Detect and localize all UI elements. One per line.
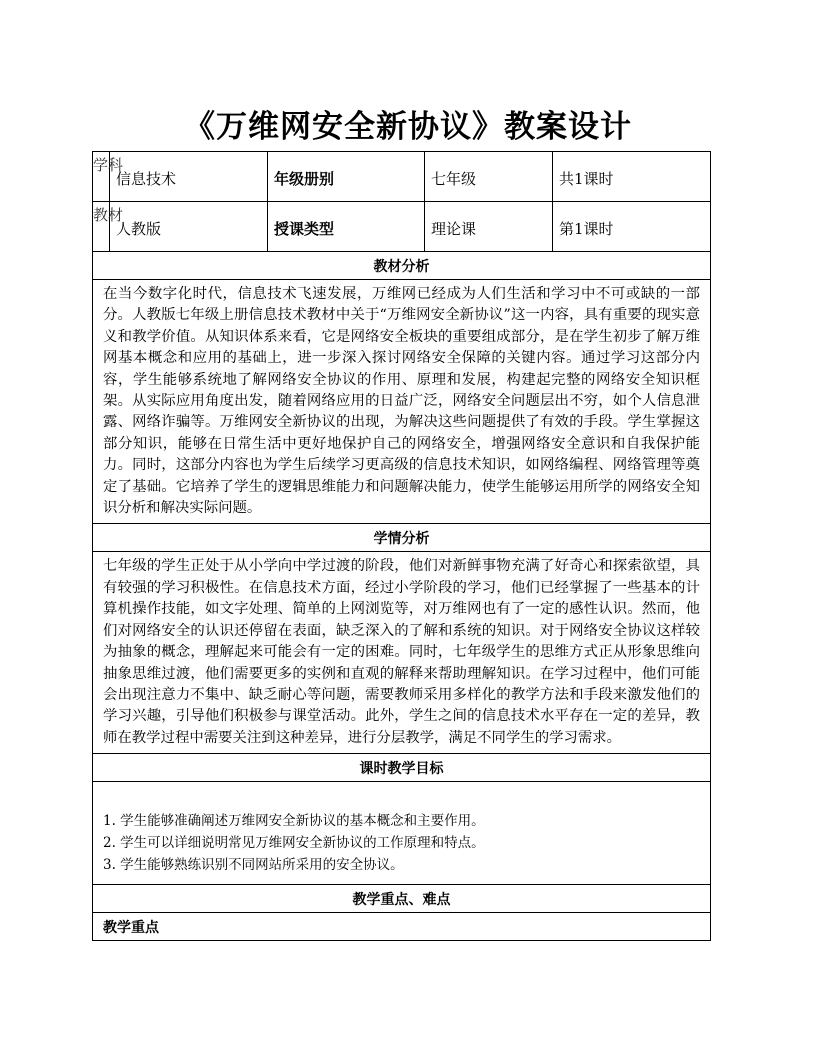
textbook-analysis-text: 在当今数字化时代，信息技术飞速发展，万维网已经成为人们生活和学习中不可或缺的一部分。人教版七年级上册信息技术教材中关于“万维网安全新协议”这一内容，具有重要的现实意义和教学价值。从知识体系来看，它是网络安全板块的重要组成部分，是在学生初步了解万维网基本概念和应用的基础上，进一步深入探讨网络安全保障的关键内容。通过学习这部分内容，学生能够系统地了解网络安全协议的作用、原理和发展，构建起完整的网络安全知识框架。从实际应用角度出发，随着网络应用的日益广泛，网络安全问题层出不穷，如个人信息泄露、网络诈骗等。万维网安全新协议的出现，为解决这些问题提供了有效的手段。学生掌握这部分知识，能够在日常生活中更好地保护自己的网络安全，增强网络安全意识和自我保护能力。同时，这部分内容也为学生后续学习更高级的信息技术知识，如网络编程、网络管理等奠定了基础。它培养了学生的逻辑思维能力和问题解决能力，使学生能够运用所学的网络安全知识分析和解决实际问题。 bbox=[93, 280, 711, 524]
student-analysis-text: 七年级的学生正处于从小学向中学过渡的阶段，他们对新鲜事物充满了好奇心和探索欲望，具有较强的学习积极性。在信息技术方面，经过小学阶段的学习，他们已经掌握了一些基本的计算机操作技能，如文字处理、简单的上网浏览等，对万维网也有了一定的感性认识。然而，他们对网络安全的认识还停留在表面，缺乏深入的了解和系统的知识。对于网络安全协议这样较为抽象的概念，理解起来可能会有一定的困难。同时，七年级学生的思维方式正从形象思维向抽象思维过渡，他们需要更多的实例和直观的解释来帮助理解知识。在学习过程中，他们可能会出现注意力不集中、缺乏耐心等问题，需要教师采用多样化的教学方法和手段来激发他们的学习兴趣，引导他们积极参与课堂活动。此外，学生之间的信息技术水平存在一定的差异，教师在教学过程中需要关注到这种差异，进行分层教学，满足不同学生的学习需求。 bbox=[93, 552, 711, 754]
section-body-row bbox=[93, 913, 711, 941]
section-body-row bbox=[93, 552, 711, 754]
info-row-textbook bbox=[93, 202, 711, 252]
section-header-row bbox=[93, 524, 711, 552]
section-header-row bbox=[93, 885, 711, 913]
subject-value: 信息技术 bbox=[116, 170, 177, 188]
textbook-value: 人教版 bbox=[116, 220, 162, 238]
grade-label: 年级册别 bbox=[274, 170, 335, 188]
info-stub-cell bbox=[93, 202, 124, 252]
objective-item: 3. 学生能够熟练识别不同网站所采用的安全协议。 bbox=[103, 857, 404, 874]
info-stub-label: 学科 bbox=[93, 156, 124, 174]
objective-item: 1. 学生能够准确阐述万维网安全新协议的基本概念和主要作用。 bbox=[103, 813, 485, 830]
objective-item: 2. 学生可以详细说明常见万维网安全新协议的工作原理和特点。 bbox=[103, 835, 485, 852]
lesson-plan-table bbox=[92, 151, 711, 941]
info-row-subject bbox=[93, 152, 711, 202]
lesson-type-label: 授课类型 bbox=[274, 220, 335, 238]
info-stub-label: 教材 bbox=[93, 206, 124, 224]
info-stub-cell bbox=[93, 152, 124, 202]
total-periods: 共1课时 bbox=[559, 170, 614, 188]
current-period: 第1课时 bbox=[559, 220, 614, 238]
section-header-row bbox=[93, 754, 711, 782]
section-header-row bbox=[93, 252, 711, 280]
textbook-analysis-heading: 教材分析 bbox=[93, 252, 711, 280]
section-body-row bbox=[93, 782, 711, 885]
student-analysis-heading: 学情分析 bbox=[93, 524, 711, 552]
key-points-subheading: 教学重点 bbox=[93, 913, 711, 941]
document-title: 《万维网安全新协议》教案设计 bbox=[184, 109, 632, 145]
section-body-row bbox=[93, 280, 711, 524]
key-points-heading: 教学重点、难点 bbox=[93, 885, 711, 913]
objectives-list bbox=[93, 782, 711, 885]
grade-value: 七年级 bbox=[431, 170, 477, 188]
objectives-heading: 课时教学目标 bbox=[93, 754, 711, 782]
lesson-type-value: 理论课 bbox=[431, 220, 477, 238]
